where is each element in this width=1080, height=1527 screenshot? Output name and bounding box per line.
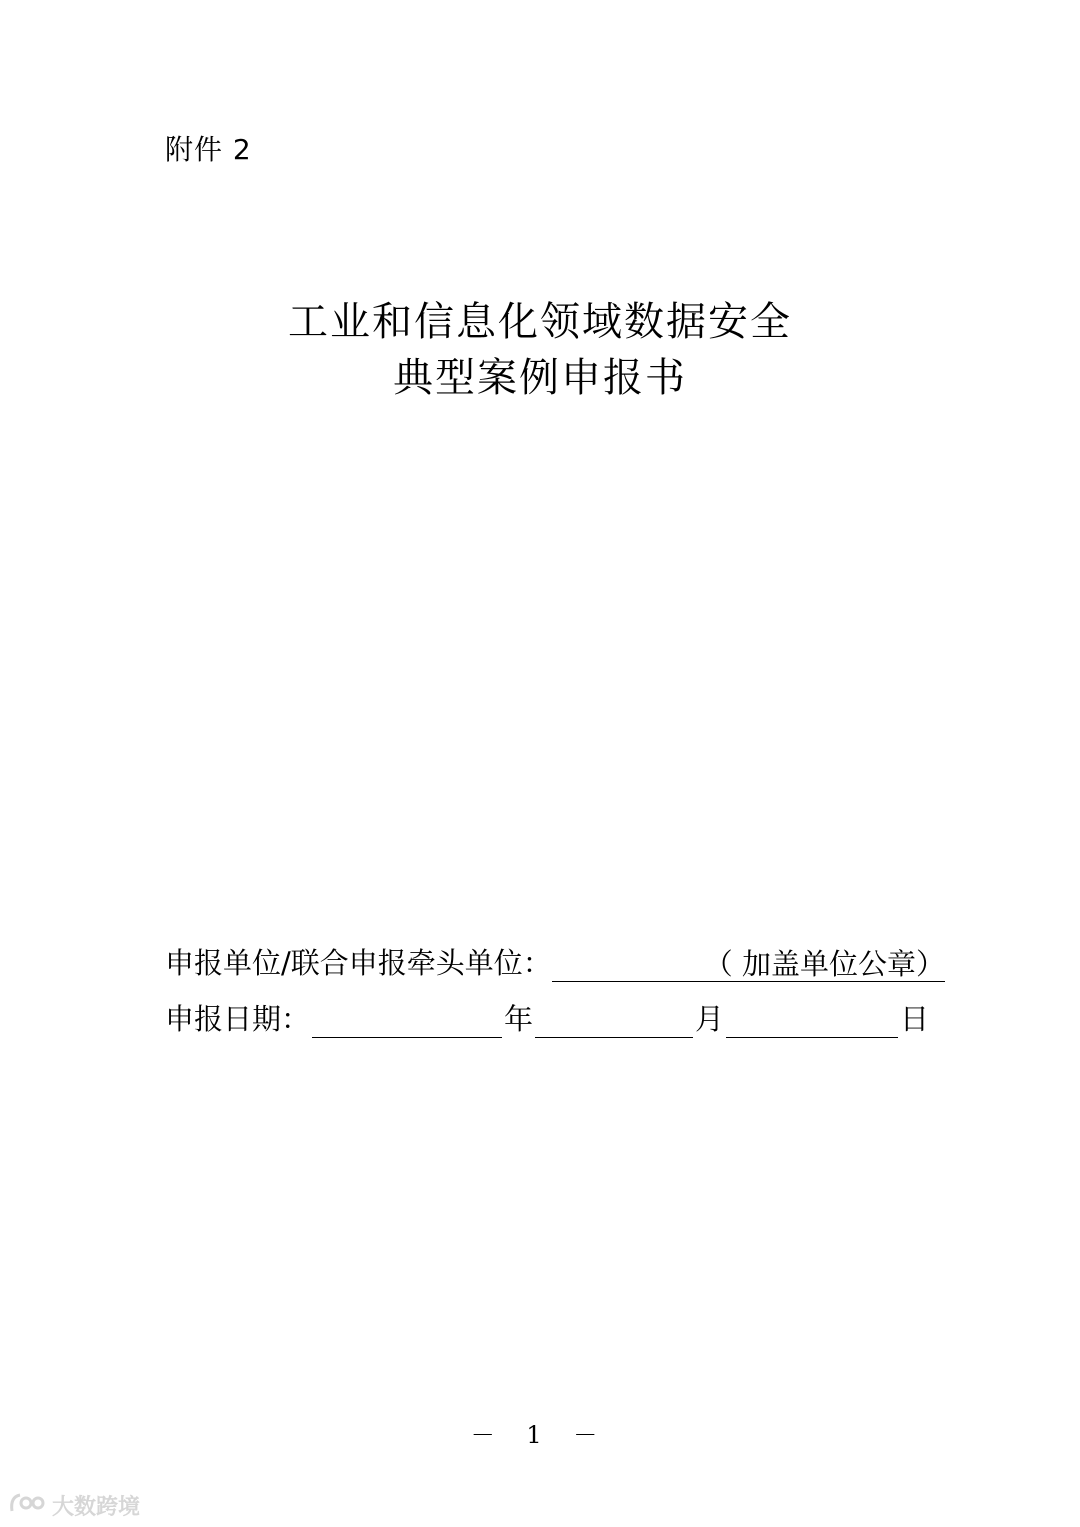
year-label: 年: [504, 1002, 534, 1036]
applicant-unit-row: [165, 944, 945, 982]
month-label: 月: [695, 1002, 725, 1036]
attachment-label: 附件 2: [165, 133, 252, 166]
application-date-row: [165, 1000, 929, 1038]
document-title-line-2: 典型案例申报书: [393, 355, 687, 401]
application-date-label: 申报日期：: [165, 1002, 311, 1036]
applicant-unit-blank: [552, 947, 704, 982]
watermark: [8, 1490, 140, 1521]
watermark-text: 大数跨境: [52, 1495, 141, 1520]
brand-logo-icon: [8, 1491, 52, 1521]
document-title-line-1: 工业和信息化领域数据安全: [288, 299, 792, 345]
applicant-unit-label: 申报单位/联合申报牵头单位：: [165, 946, 552, 980]
year-blank: [312, 1003, 502, 1038]
seal-note: （ 加盖单位公章）: [703, 947, 945, 981]
month-blank: [535, 1003, 693, 1038]
page-number: － 1 －: [470, 1421, 610, 1449]
day-blank: [726, 1003, 898, 1038]
day-label: 日: [900, 1002, 930, 1036]
